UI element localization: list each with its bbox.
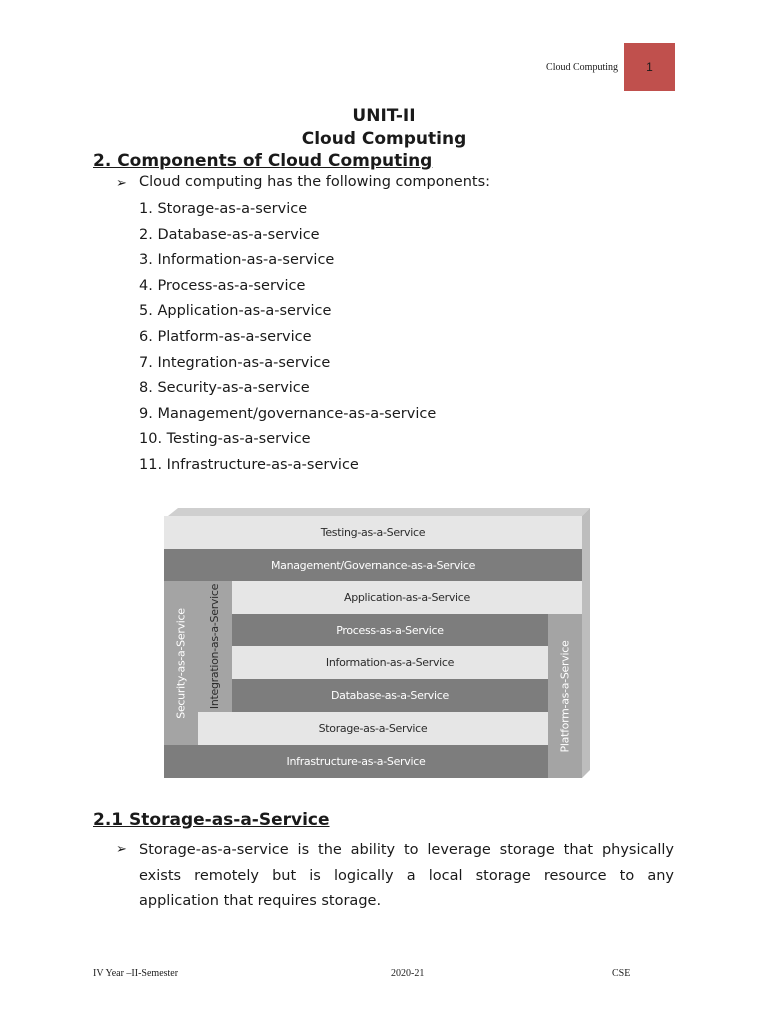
list-item: 6. Platform-as-a-service xyxy=(139,328,312,345)
components-list xyxy=(139,199,436,481)
paragraph-line: exists remotely but is logically a local storage resource to any xyxy=(139,867,674,884)
list-item: 4. Process-as-a-service xyxy=(139,277,306,294)
layer-storage xyxy=(198,712,548,745)
bullet-arrow-icon: ➢ xyxy=(116,176,127,191)
page-number-box xyxy=(624,43,675,91)
list-item: 2. Database-as-a-service xyxy=(139,226,320,243)
layer-platform xyxy=(548,614,582,778)
layer-information xyxy=(232,646,548,679)
list-item: 11. Infrastructure-as-a-service xyxy=(139,456,359,473)
subject-title: Cloud Computing xyxy=(301,129,467,149)
layer-management xyxy=(164,549,582,581)
layer-infrastructure-label: Infrastructure-as-a-Service xyxy=(286,755,426,768)
layer-information-label: Information-as-a-Service xyxy=(325,656,455,669)
layer-application xyxy=(232,581,582,614)
layer-infrastructure xyxy=(164,745,548,778)
section-heading-storage: 2.1 Storage-as-a-Service xyxy=(93,810,330,830)
paragraph-line: Storage-as-a-service is the ability to leverage storage that physically xyxy=(139,842,674,858)
storage-paragraph xyxy=(139,838,674,915)
section-heading-components: 2. Components of Cloud Computing xyxy=(93,151,433,171)
cloud-components-diagram xyxy=(164,508,592,780)
layer-storage-label: Storage-as-a-Service xyxy=(318,722,428,735)
layer-application-label: Application-as-a-Service xyxy=(343,591,471,604)
layer-database-label: Database-as-a-Service xyxy=(331,689,449,702)
layer-testing-label: Testing-as-a-Service xyxy=(320,526,426,539)
bullet-arrow-icon: ➢ xyxy=(116,842,127,857)
layer-security-label: Security-as-a-Service xyxy=(174,607,188,719)
footer-year: 2020-21 xyxy=(391,968,425,979)
layer-process-label: Process-as-a-Service xyxy=(336,623,444,637)
list-item: 7. Integration-as-a-service xyxy=(139,354,331,371)
layer-process xyxy=(232,614,548,646)
list-item: 8. Security-as-a-service xyxy=(139,380,310,397)
list-item: 9. Management/governance-as-a-service xyxy=(139,405,437,422)
footer-department: CSE xyxy=(612,968,631,979)
layer-platform-label: Platform-as-a-Service xyxy=(558,640,572,752)
layer-testing xyxy=(164,516,582,549)
unit-title: UNIT-II xyxy=(352,106,416,126)
footer-semester: IV Year –II-Semester xyxy=(93,968,179,979)
list-item: 5. Application-as-a-service xyxy=(139,303,332,320)
paragraph-line: application that requires storage. xyxy=(139,893,382,910)
layer-integration xyxy=(198,581,232,712)
components-intro: Cloud computing has the following components: xyxy=(139,174,491,190)
layer-security xyxy=(164,581,198,745)
list-item: 1. Storage-as-a-service xyxy=(139,201,308,217)
list-item: 3. Information-as-a-service xyxy=(139,252,335,269)
layer-database xyxy=(232,679,548,712)
layer-integration-label: Integration-as-a-Service xyxy=(208,583,222,710)
page-number: 1 xyxy=(646,60,653,74)
list-item: 10. Testing-as-a-service xyxy=(139,431,311,448)
layer-management-label: Management/Governance-as-a-Service xyxy=(270,558,476,572)
running-header-title: Cloud Computing xyxy=(546,62,618,73)
